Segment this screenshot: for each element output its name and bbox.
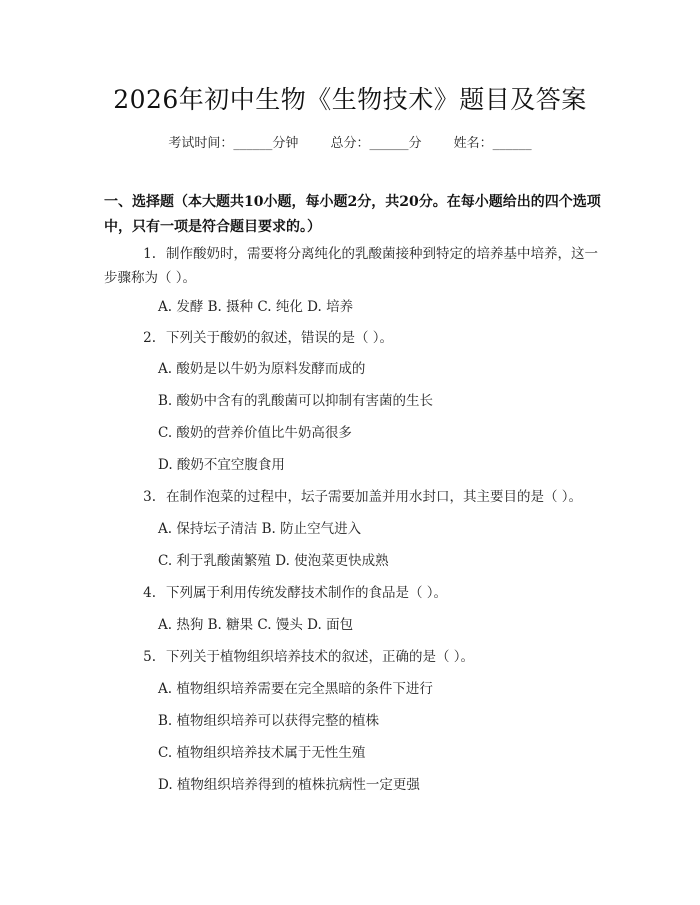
- question-3-stem: [104, 485, 604, 509]
- question-2-stem: [104, 326, 604, 350]
- question-5-option-d: D. 植物组织培养得到的植株抗病性一定更强: [158, 777, 420, 793]
- question-2-option-c: C. 酸奶的营养价值比牛奶高很多: [158, 425, 352, 441]
- question-1-stem: [104, 242, 604, 266]
- question-5-option-a: A. 植物组织培养需要在完全黑暗的条件下进行: [158, 681, 433, 697]
- exam-name: 姓名：______: [453, 136, 532, 151]
- question-text: 制作酸奶时，需要将分离纯化的乳酸菌接种到特定的培养基中培养，这一: [166, 246, 598, 262]
- question-text: 下列属于利用传统发酵技术制作的食品是（ ）。: [166, 585, 448, 601]
- question-text: 在制作泡菜的过程中，坛子需要加盖并用水封口，其主要目的是（ ）。: [166, 489, 583, 505]
- question-1-stem-cont: 步骤称为（ ）。: [104, 270, 197, 286]
- exam-time: 考试时间：______分钟: [168, 136, 299, 151]
- question-3-options-ab: A. 保持坛子清洁 B. 防止空气进入: [158, 521, 362, 537]
- question-5-option-b: B. 植物组织培养可以获得完整的植株: [158, 713, 380, 729]
- question-text: 下列关于酸奶的叙述，错误的是（ ）。: [166, 330, 394, 346]
- question-4-options: A. 热狗 B. 糖果 C. 馒头 D. 面包: [158, 617, 354, 633]
- exam-meta: [0, 132, 700, 151]
- question-number: 5.: [143, 649, 156, 665]
- question-number: 3.: [143, 489, 156, 505]
- question-5-stem: [104, 645, 604, 669]
- section-heading: 一、选择题（本大题共10小题，每小题2分，共20分。在每小题给出的四个选项中，只有一项是符合题目要求的。）: [104, 194, 601, 235]
- question-text: 下列关于植物组织培养技术的叙述，正确的是（ ）。: [166, 649, 475, 665]
- question-5-option-c: C. 植物组织培养技术属于无性生殖: [158, 745, 366, 761]
- question-number: 4.: [143, 585, 156, 601]
- page-title: 2026年初中生物《生物技术》题目及答案: [113, 85, 587, 114]
- question-number: 1.: [143, 246, 156, 262]
- question-4-stem: [104, 581, 604, 605]
- question-2-option-b: B. 酸奶中含有的乳酸菌可以抑制有害菌的生长: [158, 393, 434, 409]
- exam-score: 总分：______分: [330, 136, 422, 151]
- question-2-option-d: D. 酸奶不宜空腹食用: [158, 457, 285, 473]
- question-3-options-cd: C. 利于乳酸菌繁殖 D. 使泡菜更快成熟: [158, 553, 389, 569]
- question-1-options: A. 发酵 B. 摄种 C. 纯化 D. 培养: [158, 299, 354, 315]
- question-2-option-a: A. 酸奶是以牛奶为原料发酵而成的: [158, 361, 366, 377]
- question-number: 2.: [143, 330, 156, 346]
